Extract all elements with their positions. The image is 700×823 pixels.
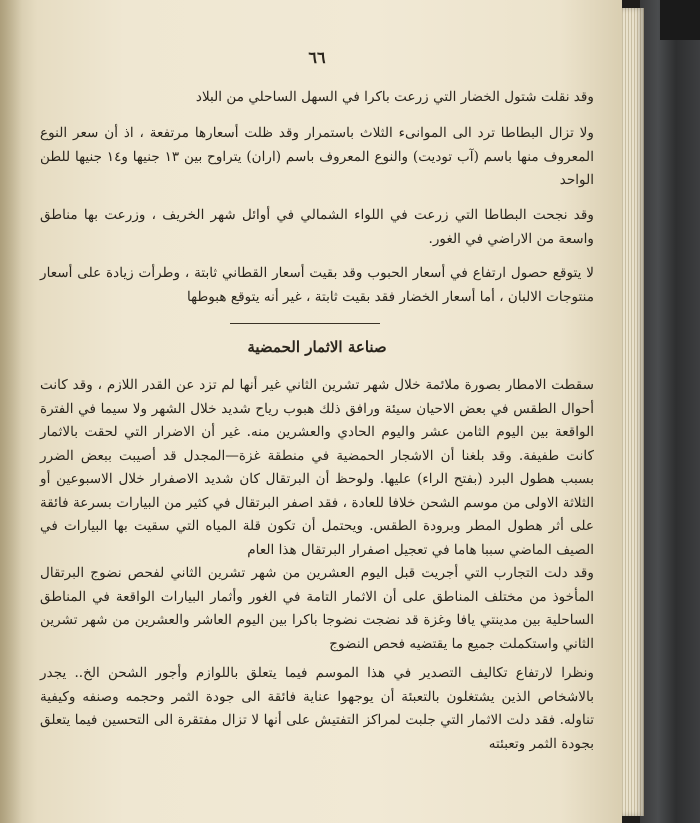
binding-shadow <box>660 0 700 40</box>
section-paragraph-2: وقد دلت التجارب التي أجريت قبل اليوم العشرين من شهر تشرين الثاني لفحص نضوج البرتقال المأخوذ من مختلف المناطق على أن الاثمار التامة في الغور وأثمار البيارات الواقعة في المناطق الساحلية بين مدينتي يافا وغزة قد نضجت نضوجا باكرا بين اليوم العاشر والعشرين من شهر تشرين الثاني واستكملت جميع ما يقتضيه فحص النضوج <box>40 565 594 652</box>
book-binding <box>640 0 700 823</box>
paragraph-2: ولا تزال البطاطا ترد الى الموانىء الثلاث باستمرار وقد ظلت أسعارها مرتفعة ، اذ أن سعر النوع المعروف منها باسم (آب توديت) والنوع المعروف باسم (اران) يتراوح بين ١٣ جنيها و١٤ جنيها للطن الواحد <box>40 125 594 188</box>
paragraph-3: وقد نجحت البطاطا التي زرعت في اللواء الشمالي في أوائل شهر الخريف ، وزرعت بها مناطق واسعة من الاراضي في الغور. <box>40 207 594 247</box>
section-paragraph-3: ونظرا لارتفاع تكاليف التصدير في هذا الموسم فيما يتعلق باللوازم وأجور الشحن الخ.. يجدر بالاشخاص الذين يشتغلون بالتعبئة أن يوجهوا عناية فائقة الى جودة الثمر وحجمه وصنفه وكيفية تناوله. فقد دلت الاثمار التي جلبت لمراكز التفتيش على أنها لا تزال مفتقرة الى التحسين فيما يتعلق بجودة الثمر وتعبئته <box>40 665 594 752</box>
paragraph-1: وقد نقلت شتول الخضار التي زرعت باكرا في السهل الساحلي من البلاد <box>195 89 594 105</box>
section-title: صناعة الاثمار الحمضية <box>247 338 387 356</box>
page-number: ٦٦ <box>308 48 326 67</box>
section-divider <box>230 323 380 324</box>
section-paragraph-1: سقطت الامطار بصورة ملائمة خلال شهر تشرين الثاني غير أنها لم تزد عن القدر اللازم ، وقد كانت أحوال الطقس في بعض الاحيان سيئة ورافق ذلك هبوب رياح شديد خلال الشهر ولا سيما في الفترة الواقعة بين اليوم الثامن عشر واليوم الحادي والعشرين منه. غير أن الاضرار التي لحقت بالاثمار كانت طفيفة. وقد بلغنا أن الاشجار الحمضية في منطقة غزة—المجدل قد أصيبت ببعض الضرر بسبب هطول البرد (بفتح الراء) عليها. ولوحظ أن البرتقال كان شديد الاصفرار خلال الاسبوعين أو الثلاثة الاولى من موسم الشحن خلافا للعادة ، فقد اصفر البرتقال في كثير من البيارات بسرعة فائقة على أثر هطول المطر وبرودة الطقس. ويحتمل أن تكون قلة المياه التي سقيت بها البيارات في الصيف الماضي سببا هاما في تعجيل اصفرار البرتقال هذا العام <box>40 377 594 558</box>
paragraph-4: لا يتوقع حصول ارتفاع في أسعار الحبوب وقد بقيت أسعار القطاني ثابتة ، وطرأت زيادة على أسعار منتوجات الالبان ، أما أسعار الخضار فقد بقيت ثابتة ، غير أنه يتوقع هبوطها <box>40 265 594 305</box>
